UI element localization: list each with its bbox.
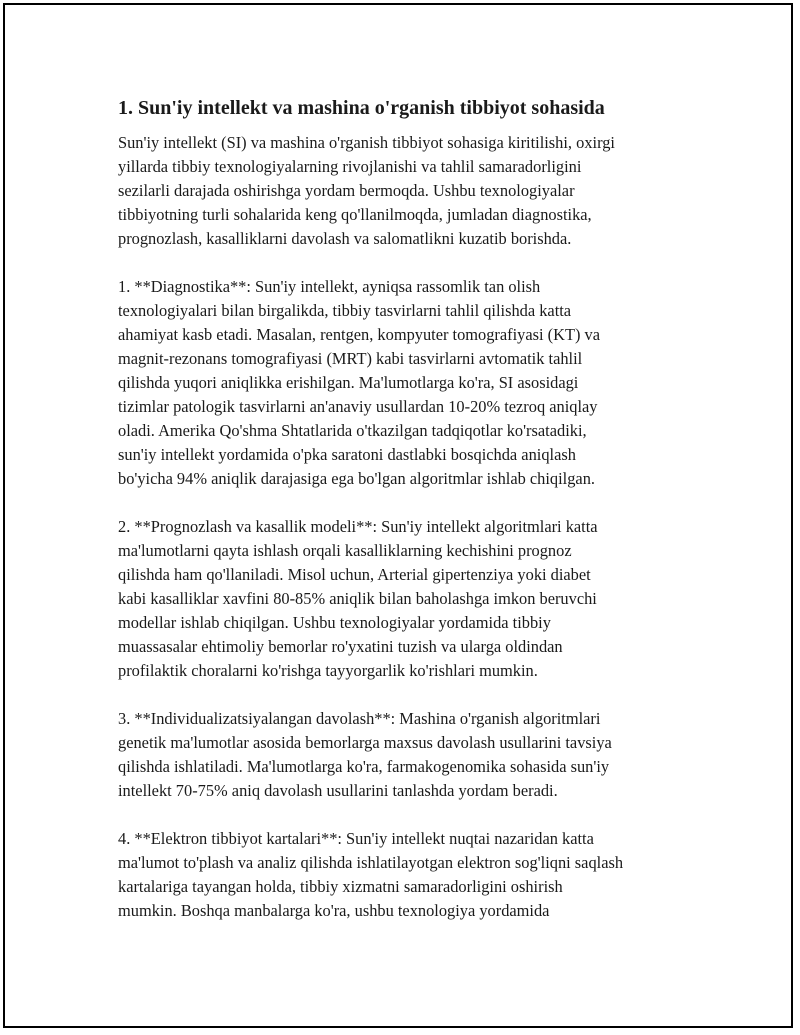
text-line: magnit-rezonans tomografiyasi (MRT) kabi tasvirlarni avtomatik tahlil <box>118 349 583 368</box>
text-line: prognozlash, kasalliklarni davolash va salomatlikni kuzatib borishda. <box>118 229 572 248</box>
text-line: mumkin. Boshqa manbalarga ko'ra, ushbu texnologiya yordamida <box>118 901 550 920</box>
text-line: ahamiyat kasb etadi. Masalan, rentgen, kompyuter tomografiyasi (KT) va <box>118 325 601 344</box>
text-line: texnologiyalari bilan birgalikda, tibbiy tasvirlarni tahlil qilishda katta <box>118 301 572 320</box>
text-line: tibbiyotning turli sohalarida keng qo'llanilmoqda, jumladan diagnostika, <box>118 205 592 224</box>
text-line: tizimlar patologik tasvirlarni an'anaviy usullardan 10-20% tezroq aniqlay <box>118 397 598 416</box>
text-line: qilishda ishlatiladi. Ma'lumotlarga ko'ra, farmakogenomika sohasida sun'iy <box>118 757 610 776</box>
paragraph-diagnostics <box>118 275 698 491</box>
text-line: muassasalar ehtimoliy bemorlar ro'yxatini tuzish va ularga oldindan <box>118 637 563 656</box>
text-line: 3. **Individualizatsiyalangan davolash**: Mashina o'rganish algoritmlari <box>118 709 601 728</box>
text-line: sezilarli darajada oshirishga yordam bermoqda. Ushbu texnologiyalar <box>118 181 575 200</box>
text-line: qilishda ham qo'llaniladi. Misol uchun, Arterial gipertenziya yoki diabet <box>118 565 591 584</box>
section-heading: 1. Sun'iy intellekt va mashina o'rganish tibbiyot sohasida <box>118 97 605 119</box>
text-line: oladi. Amerika Qo'shma Shtatlarida o'tkazilgan tadqiqotlar ko'rsatadiki, <box>118 421 587 440</box>
paragraph-electronic-records <box>118 827 698 923</box>
document-body <box>118 95 698 947</box>
text-line: profilaktik choralarni ko'rishga tayyorgarlik ko'rishlari mumkin. <box>118 661 538 680</box>
paragraph-intro <box>118 131 698 251</box>
text-line: genetik ma'lumotlar asosida bemorlarga maxsus davolash usullarini tavsiya <box>118 733 612 752</box>
text-line: 4. **Elektron tibbiyot kartalari**: Sun'iy intellekt nuqtai nazaridan katta <box>118 829 594 848</box>
text-line: bo'yicha 94% aniqlik darajasiga ega bo'lgan algoritmlar ishlab chiqilgan. <box>118 469 595 488</box>
paragraph-prognosis <box>118 515 698 683</box>
text-line: yillarda tibbiy texnologiyalarning rivojlanishi va tahlil samaradorligini <box>118 157 582 176</box>
paragraph-individualized-treatment <box>118 707 698 803</box>
text-line: 2. **Prognozlash va kasallik modeli**: Sun'iy intellekt algoritmlari katta <box>118 517 598 536</box>
text-line: ma'lumot to'plash va analiz qilishda ishlatilayotgan elektron sog'liqni saqlash <box>118 853 624 872</box>
text-line: qilishda yuqori aniqlikka erishilgan. Ma'lumotlarga ko'ra, SI asosidagi <box>118 373 579 392</box>
text-line: sun'iy intellekt yordamida o'pka saratoni dastlabki bosqichda aniqlash <box>118 445 576 464</box>
text-line: intellekt 70-75% aniq davolash usullarini tanlashda yordam beradi. <box>118 781 558 800</box>
text-line: kabi kasalliklar xavfini 80-85% aniqlik bilan baholashga imkon beruvchi <box>118 589 597 608</box>
text-line: modellar ishlab chiqilgan. Ushbu texnologiyalar yordamida tibbiy <box>118 613 551 632</box>
text-line: Sun'iy intellekt (SI) va mashina o'rganish tibbiyot sohasiga kiritilishi, oxirgi <box>118 133 615 152</box>
text-line: 1. **Diagnostika**: Sun'iy intellekt, ayniqsa rassomlik tan olish <box>118 277 541 296</box>
text-line: ma'lumotlarni qayta ishlash orqali kasalliklarning kechishini prognoz <box>118 541 572 560</box>
text-line: kartalariga tayangan holda, tibbiy xizmatni samaradorligini oshirish <box>118 877 563 896</box>
